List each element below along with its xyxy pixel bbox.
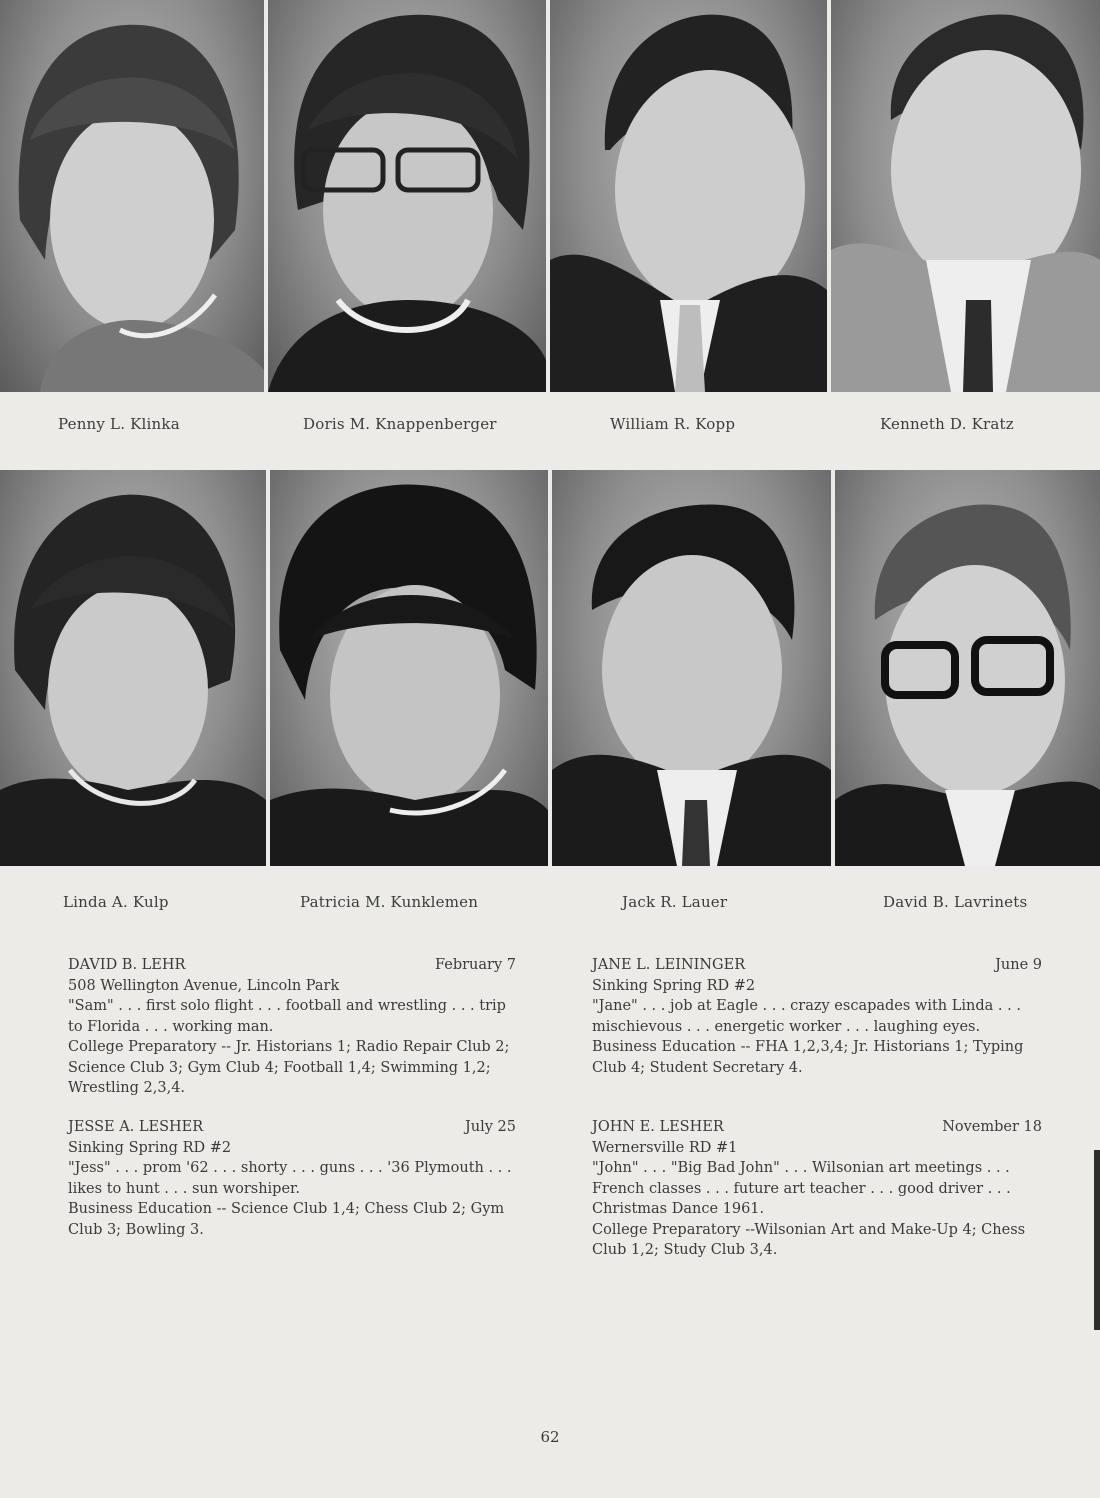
entry-address: Sinking Spring RD #2: [592, 977, 756, 994]
entry-name: JANE L. LEININGER: [592, 957, 746, 973]
entry-name: DAVID B. LEHR: [68, 957, 186, 973]
portrait-photo: [550, 0, 827, 392]
entry-activities: College Preparatory -- Jr. Historians 1; Radio Repair Club 2; Science Club 3; Gym Club 4; Football 1,4; Swimming 1,2; Wrestling 2,3,4.: [68, 1039, 510, 1096]
page-number: 62: [540, 1428, 560, 1446]
portrait-photo: [835, 470, 1100, 866]
entry-remarks: "Jane" . . . job at Eagle . . . crazy escapades with Linda . . . mischievous . . . energetic worker . . . laughing eyes.: [592, 998, 1021, 1035]
portrait-caption: Doris M. Knappenberger: [303, 415, 497, 433]
senior-entry: [68, 1117, 516, 1240]
entry-birthday: June 9: [995, 957, 1042, 973]
portrait-caption: David B. Lavrinets: [883, 893, 1028, 911]
portrait-caption: Patricia M. Kunklemen: [300, 893, 479, 911]
entry-activities: Business Education -- FHA 1,2,3,4; Jr. Historians 1; Typing Club 4; Student Secretary 4.: [592, 1039, 1024, 1076]
page-edge-shadow: [1094, 1150, 1100, 1330]
entry-remarks: "John" . . . "Big Bad John" . . . Wilsonian art meetings . . . French classes . . . future art teacher . . . good driver . . . Christmas Dance 1961.: [592, 1160, 1011, 1217]
entry-birthday: July 25: [464, 1119, 516, 1135]
senior-entry: [592, 1117, 1042, 1261]
entry-activities: Business Education -- Science Club 1,4; Chess Club 2; Gym Club 3; Bowling 3.: [68, 1201, 505, 1238]
entry-name: JOHN E. LESHER: [592, 1119, 724, 1135]
portrait-caption: Penny L. Klinka: [58, 415, 180, 433]
entry-remarks: "Sam" . . . first solo flight . . . football and wrestling . . . trip to Florida . . . working man.: [68, 998, 506, 1035]
portrait-caption: Jack R. Lauer: [622, 893, 728, 911]
entry-name: JESSE A. LESHER: [68, 1119, 204, 1135]
portrait-caption: William R. Kopp: [610, 415, 736, 433]
portrait-caption: Kenneth D. Kratz: [880, 415, 1014, 433]
portrait-photo: [268, 0, 546, 392]
portrait-caption: Linda A. Kulp: [63, 893, 169, 911]
entry-address: Wernersville RD #1: [592, 1139, 738, 1156]
portrait-photo: [831, 0, 1100, 392]
entry-birthday: November 18: [942, 1119, 1042, 1135]
entry-remarks: "Jess" . . . prom '62 . . . shorty . . . guns . . . '36 Plymouth . . . likes to hunt . . . sun worshiper.: [68, 1160, 512, 1197]
portrait-photo: [552, 470, 831, 866]
entry-address: Sinking Spring RD #2: [68, 1139, 232, 1156]
entry-address: 508 Wellington Avenue, Lincoln Park: [68, 977, 340, 994]
portrait-photo: [0, 470, 266, 866]
entry-birthday: February 7: [434, 957, 516, 973]
senior-entry: [68, 955, 516, 1099]
portrait-photo: [270, 470, 548, 866]
portrait-photo: [0, 0, 264, 392]
entry-activities: College Preparatory --Wilsonian Art and Make-Up 4; Chess Club 1,2; Study Club 3,4.: [592, 1221, 1026, 1258]
senior-entry: [592, 955, 1042, 1078]
